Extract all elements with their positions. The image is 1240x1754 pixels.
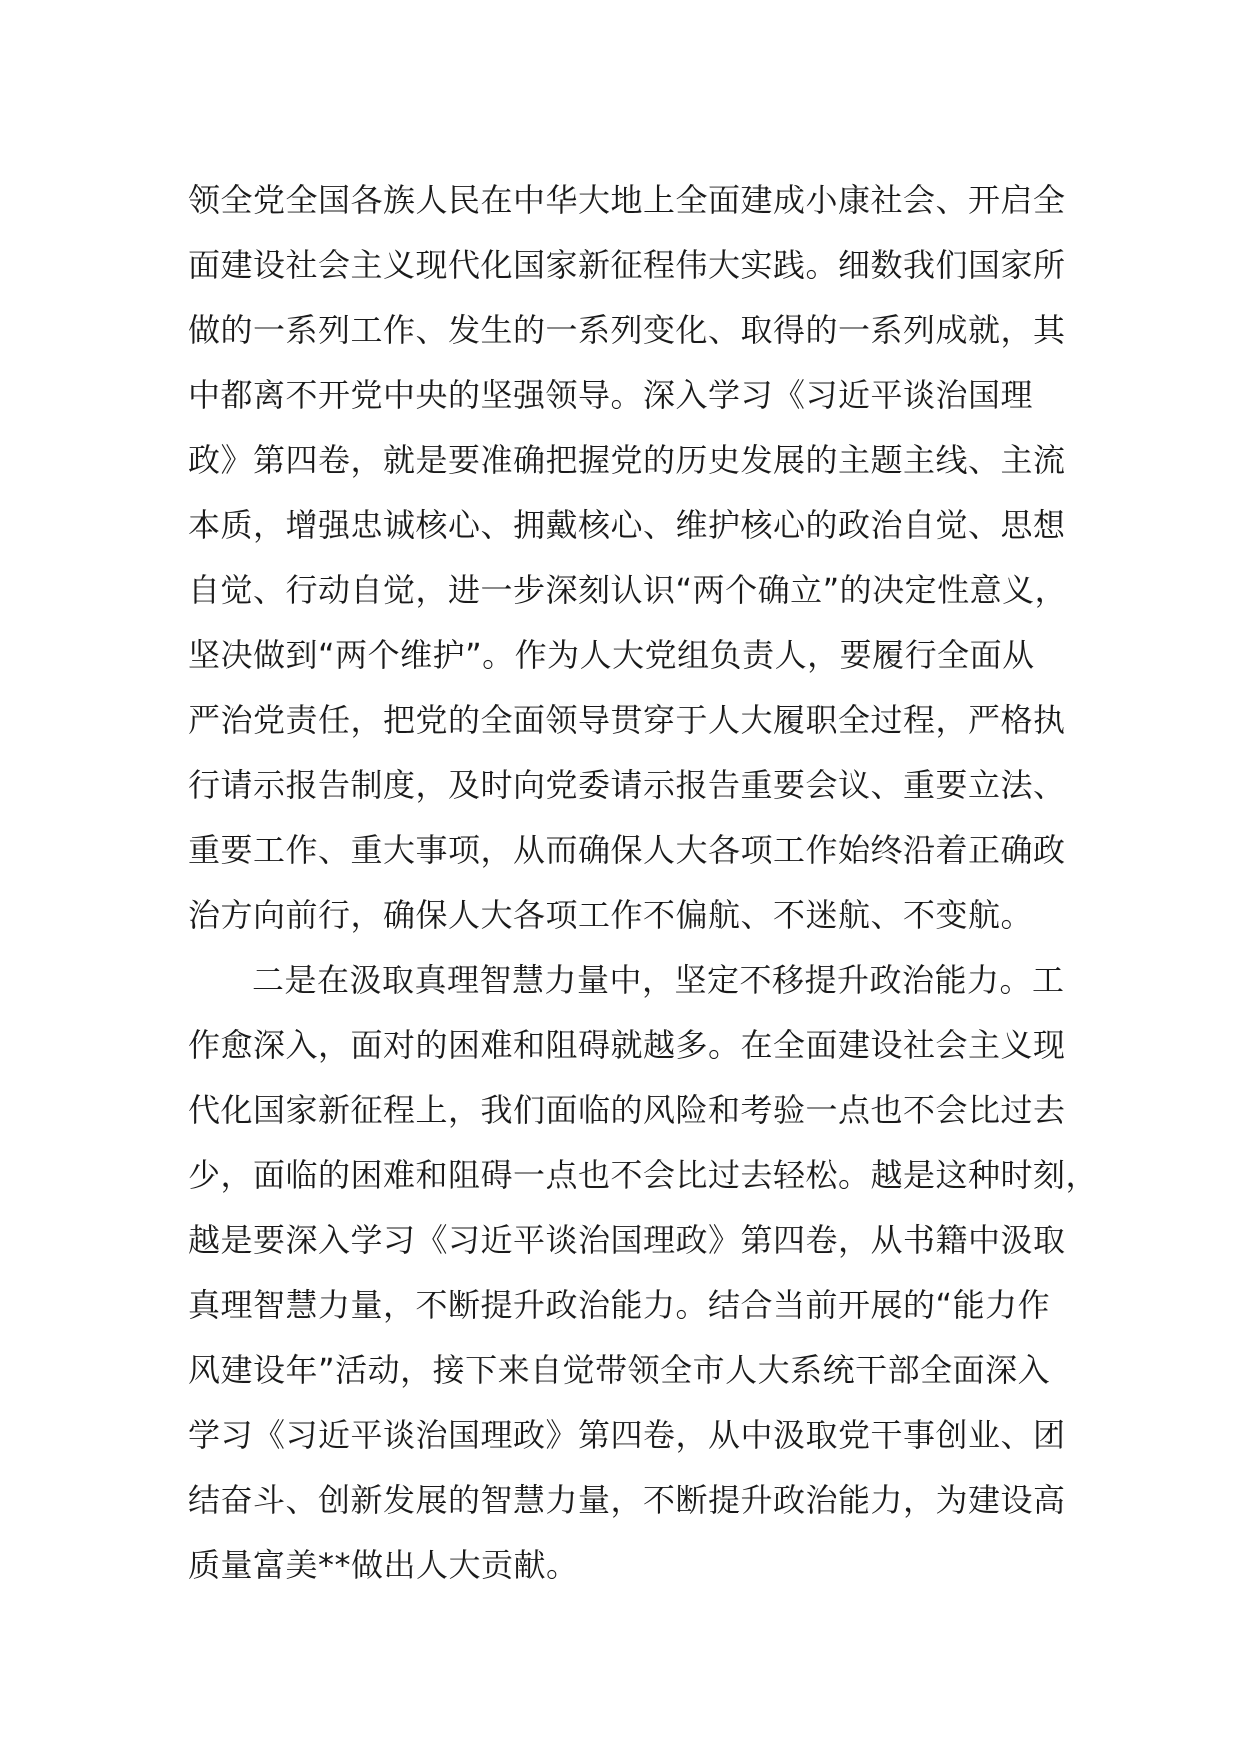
text-line: 结奋斗、创新发展的智慧力量，不断提升政治能力，为建设高 xyxy=(188,1481,1066,1519)
text-line: 政》第四卷，就是要准确把握党的历史发展的主题主线、主流 xyxy=(188,441,1066,479)
text-line: 代化国家新征程上，我们面临的风险和考验一点也不会比过去 xyxy=(188,1091,1066,1129)
text-line: 领全党全国各族人民在中华大地上全面建成小康社会、开启全 xyxy=(188,181,1066,219)
text-line: 本质，增强忠诚核心、拥戴核心、维护核心的政治自觉、思想 xyxy=(188,506,1066,544)
paragraph-start-line: 二是在汲取真理智慧力量中，坚定不移提升政治能力。工 xyxy=(252,961,1065,999)
text-line: 质量富美**做出人大贡献。 xyxy=(188,1546,579,1584)
text-line: 坚决做到“两个维护”。作为人大党组负责人，要履行全面从 xyxy=(188,636,1035,674)
text-line: 做的一系列工作、发生的一系列变化、取得的一系列成就，其 xyxy=(188,311,1066,349)
text-line: 作愈深入，面对的困难和阻碍就越多。在全面建设社会主义现 xyxy=(188,1026,1066,1064)
body-text xyxy=(188,168,1108,1598)
text-line: 真理智慧力量，不断提升政治能力。结合当前开展的“能力作 xyxy=(188,1286,1051,1324)
text-line: 面建设社会主义现代化国家新征程伟大实践。细数我们国家所 xyxy=(188,246,1066,284)
text-line: 行请示报告制度，及时向党委请示报告重要会议、重要立法、 xyxy=(188,766,1066,804)
text-line: 严治党责任，把党的全面领导贯穿于人大履职全过程，严格执 xyxy=(188,701,1066,739)
text-line: 重要工作、重大事项，从而确保人大各项工作始终沿着正确政 xyxy=(188,831,1066,869)
text-line: 越是要深入学习《习近平谈治国理政》第四卷，从书籍中汲取 xyxy=(188,1221,1066,1259)
text-line: 中都离不开党中央的坚强领导。深入学习《习近平谈治国理 xyxy=(188,376,1034,414)
text-line: 少，面临的困难和阻碍一点也不会比过去轻松。越是这种时刻， xyxy=(188,1156,1099,1194)
text-line: 学习《习近平谈治国理政》第四卷，从中汲取党干事创业、团 xyxy=(188,1416,1066,1454)
text-line: 风建设年”活动，接下来自觉带领全市人大系统干部全面深入 xyxy=(188,1351,1051,1389)
text-line: 治方向前行，确保人大各项工作不偏航、不迷航、不变航。 xyxy=(188,896,1034,934)
text-line: 自觉、行动自觉，进一步深刻认识“两个确立”的决定性意义， xyxy=(188,571,1068,609)
